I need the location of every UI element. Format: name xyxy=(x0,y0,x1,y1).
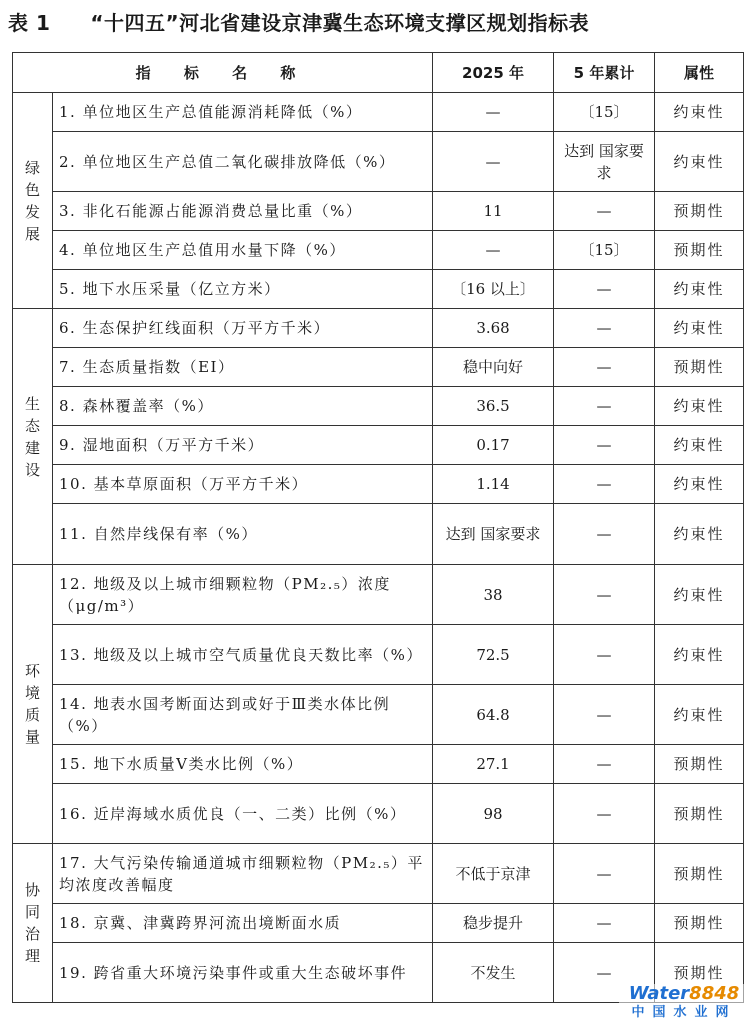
table-row xyxy=(13,625,744,685)
group-label-char: 设 xyxy=(24,460,40,479)
indicator-name-cell: 8. 森林覆盖率（%） xyxy=(53,387,433,426)
cumulative-cell: — xyxy=(554,784,655,844)
indicator-name-cell: 18. 京冀、津冀跨界河流出境断面水质 xyxy=(53,904,433,943)
cumulative-cell: — xyxy=(554,844,655,904)
year-2025-cell: 稳步提升 xyxy=(433,904,554,943)
table-title-text: “十四五”河北省建设京津冀生态环境支撑区规划指标表 xyxy=(90,11,590,35)
table-row xyxy=(13,685,744,745)
header-5-year-cumulative: 5 年累计 xyxy=(554,53,655,93)
year-2025-cell: 38 xyxy=(433,565,554,625)
indicator-name-cell: 19. 跨省重大环境污染事件或重大生态破坏事件 xyxy=(53,943,433,1003)
header-indicator-name: 指 标 名 称 xyxy=(13,53,433,93)
cumulative-cell: — xyxy=(554,426,655,465)
group-label-char: 环 xyxy=(24,662,40,680)
group-label-char: 境 xyxy=(24,684,40,702)
table-row xyxy=(13,309,744,348)
watermark-wordmark xyxy=(619,984,749,1004)
cumulative-cell: — xyxy=(554,387,655,426)
group-label-char: 治 xyxy=(24,925,40,943)
indicator-name-cell: 7. 生态质量指数（EI） xyxy=(53,348,433,387)
indicator-name-cell: 11. 自然岸线保有率（%） xyxy=(53,504,433,565)
attribute-cell: 约束性 xyxy=(655,685,744,745)
table-row xyxy=(13,231,744,270)
cumulative-cell: — xyxy=(554,309,655,348)
table-row xyxy=(13,904,744,943)
watermark-part2: 8848 xyxy=(689,983,740,1004)
attribute-cell: 约束性 xyxy=(655,132,744,192)
attribute-cell: 预期性 xyxy=(655,745,744,784)
group-label-char: 绿 xyxy=(24,158,40,177)
table-row xyxy=(13,387,744,426)
table-row xyxy=(13,93,744,132)
year-2025-cell: — xyxy=(433,93,554,132)
table-row xyxy=(13,784,744,844)
year-2025-cell: 3.68 xyxy=(433,309,554,348)
table-row xyxy=(13,426,744,465)
group-label-char: 同 xyxy=(24,903,40,921)
table-title xyxy=(8,6,589,40)
year-2025-cell: 稳中向好 xyxy=(433,348,554,387)
cumulative-cell: — xyxy=(554,348,655,387)
header-attribute: 属性 xyxy=(655,53,744,93)
group-label-char: 展 xyxy=(24,224,40,243)
year-2025-cell: 98 xyxy=(433,784,554,844)
group-label xyxy=(13,844,53,1003)
attribute-cell: 约束性 xyxy=(655,93,744,132)
indicator-name-cell: 15. 地下水质量Ⅴ类水比例（%） xyxy=(53,745,433,784)
attribute-cell: 约束性 xyxy=(655,426,744,465)
indicator-table xyxy=(12,52,744,1003)
table-number: 表 1 xyxy=(8,11,51,35)
indicator-name-cell: 10. 基本草原面积（万平方千米） xyxy=(53,465,433,504)
indicator-name-cell: 17. 大气污染传输通道城市细颗粒物（PM₂.₅）平均浓度改善幅度 xyxy=(53,844,433,904)
indicator-name-cell: 6. 生态保护红线面积（万平方千米） xyxy=(53,309,433,348)
attribute-cell: 约束性 xyxy=(655,387,744,426)
cumulative-cell: — xyxy=(554,270,655,309)
table-body xyxy=(13,93,744,1003)
table-row xyxy=(13,270,744,309)
attribute-cell: 预期性 xyxy=(655,231,744,270)
table-row xyxy=(13,465,744,504)
cumulative-cell: — xyxy=(554,904,655,943)
indicator-name-cell: 13. 地级及以上城市空气质量优良天数比率（%） xyxy=(53,625,433,685)
table-row xyxy=(13,745,744,784)
group-label-char: 质 xyxy=(24,706,40,724)
attribute-cell: 预期性 xyxy=(655,192,744,231)
watermark-subtitle: 中国水业网 xyxy=(631,1005,737,1020)
group-label xyxy=(13,309,53,565)
group-label xyxy=(13,93,53,309)
year-2025-cell: 36.5 xyxy=(433,387,554,426)
indicator-name-cell: 12. 地级及以上城市细颗粒物（PM₂.₅）浓度（μg/m³） xyxy=(53,565,433,625)
attribute-cell: 约束性 xyxy=(655,309,744,348)
cumulative-cell: — xyxy=(554,745,655,784)
attribute-cell: 约束性 xyxy=(655,625,744,685)
cumulative-cell: 达到 国家要求 xyxy=(554,132,655,192)
year-2025-cell: — xyxy=(433,231,554,270)
attribute-cell: 约束性 xyxy=(655,504,744,565)
cumulative-cell: — xyxy=(554,685,655,745)
attribute-cell: 预期性 xyxy=(655,943,744,1003)
cumulative-cell: 〔15〕 xyxy=(554,93,655,132)
year-2025-cell: 11 xyxy=(433,192,554,231)
cumulative-cell: — xyxy=(554,504,655,565)
cumulative-cell: — xyxy=(554,192,655,231)
year-2025-cell: 27.1 xyxy=(433,745,554,784)
table-row xyxy=(13,504,744,565)
indicator-name-cell: 2. 单位地区生产总值二氧化碳排放降低（%） xyxy=(53,132,433,192)
group-label-char: 建 xyxy=(24,438,40,457)
table-row xyxy=(13,565,744,625)
watermark-logo xyxy=(619,984,749,1024)
cumulative-cell: — xyxy=(554,465,655,504)
attribute-cell: 约束性 xyxy=(655,270,744,309)
year-2025-cell: 不发生 xyxy=(433,943,554,1003)
table-row xyxy=(13,348,744,387)
year-2025-cell: 64.8 xyxy=(433,685,554,745)
attribute-cell: 预期性 xyxy=(655,784,744,844)
year-2025-cell: 达到 国家要求 xyxy=(433,504,554,565)
attribute-cell: 预期性 xyxy=(655,348,744,387)
indicator-name-cell: 16. 近岸海域水质优良（一、二类）比例（%） xyxy=(53,784,433,844)
group-label-char: 色 xyxy=(24,180,40,199)
group-label-char: 态 xyxy=(24,416,40,435)
year-2025-cell: 〔16 以上〕 xyxy=(433,270,554,309)
indicator-name-cell: 4. 单位地区生产总值用水量下降（%） xyxy=(53,231,433,270)
year-2025-cell: 0.17 xyxy=(433,426,554,465)
indicator-name-cell: 14. 地表水国考断面达到或好于Ⅲ类水体比例（%） xyxy=(53,685,433,745)
group-label xyxy=(13,565,53,844)
cumulative-cell: 〔15〕 xyxy=(554,231,655,270)
group-label-char: 理 xyxy=(24,947,40,965)
attribute-cell: 约束性 xyxy=(655,465,744,504)
group-label-char: 发 xyxy=(24,202,40,221)
attribute-cell: 预期性 xyxy=(655,904,744,943)
year-2025-cell: 不低于京津 xyxy=(433,844,554,904)
header-row xyxy=(13,53,744,93)
table-row xyxy=(13,132,744,192)
group-label-char: 协 xyxy=(24,881,40,899)
cumulative-cell: — xyxy=(554,625,655,685)
attribute-cell: 约束性 xyxy=(655,565,744,625)
indicator-name-cell: 5. 地下水压采量（亿立方米） xyxy=(53,270,433,309)
cumulative-cell: — xyxy=(554,565,655,625)
group-label-char: 量 xyxy=(24,728,40,746)
year-2025-cell: 1.14 xyxy=(433,465,554,504)
cumulative-cell: — xyxy=(554,943,655,1003)
year-2025-cell: 72.5 xyxy=(433,625,554,685)
year-2025-cell: — xyxy=(433,132,554,192)
indicator-name-cell: 3. 非化石能源占能源消费总量比重（%） xyxy=(53,192,433,231)
attribute-cell: 预期性 xyxy=(655,844,744,904)
header-year-2025: 2025 年 xyxy=(433,53,554,93)
watermark-part1: Water xyxy=(628,983,690,1004)
indicator-name-cell: 9. 湿地面积（万平方千米） xyxy=(53,426,433,465)
group-label-char: 生 xyxy=(24,394,40,413)
table-row xyxy=(13,192,744,231)
table-row xyxy=(13,844,744,904)
indicator-name-cell: 1. 单位地区生产总值能源消耗降低（%） xyxy=(53,93,433,132)
